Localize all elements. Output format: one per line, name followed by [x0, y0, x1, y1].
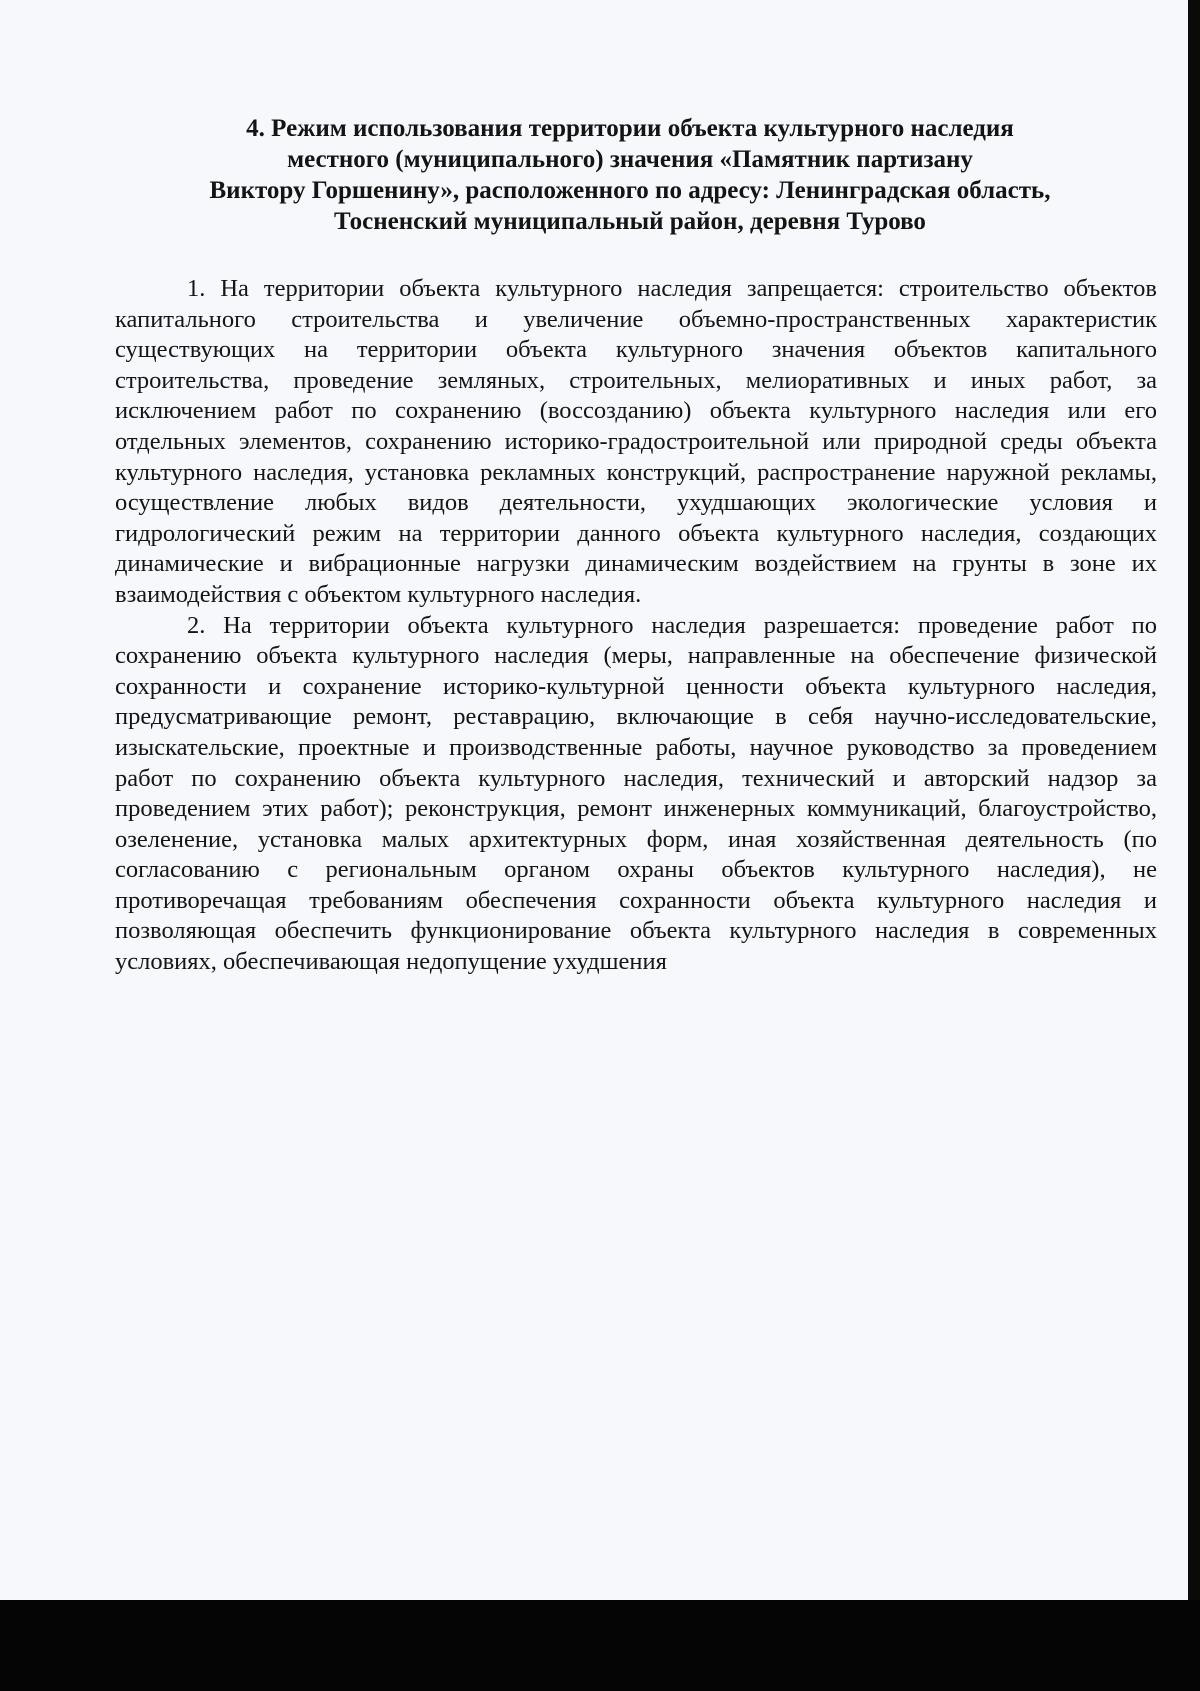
heading-line: Тосненский муниципальный район, деревня Турово [334, 208, 926, 235]
paragraph-permitted: 2. На территории объекта культурного наследия разрешается: проведение работ по сохранению объекта культурного наследия (меры, направленные на обеспечение физической сохранности и сохранение историко-культурной ценности объекта культурного наследия, предусматривающие ремонт, реставрацию, включающие в себя научно-исследовательские, изыскательские, проектные и производственные работы, научное руководство за проведением работ по сохранению объекта культурного наследия, технический и авторский надзор за проведением этих работ); реконструкция, ремонт инженерных коммуникаций, благоустройство, озеленение, установка малых архитектурных форм, иная хозяйственная деятельность (по согласованию с региональным органом охраны объектов культурного наследия), не противоречащая требованиям обеспечения сохранности объекта культурного наследия и позволяющая обеспечить функционирование объекта культурного наследия в современных условиях, обеспечивающая недопущение ухудшения [115, 611, 1157, 976]
heading-line: местного (муниципального) значения «Памятник партизану [287, 146, 973, 173]
document-body [115, 274, 1157, 978]
scan-border-right [1188, 0, 1200, 1691]
paragraph-prohibited: 1. На территории объекта культурного наследия запрещается: строительство объектов капитального строительства и увеличение объемно-пространственных характеристик существующих на территории объекта культурного значения объектов капитального строительства, проведение земляных, строительных, мелиоративных и иных работ, за исключением работ по сохранению (воссозданию) объекта культурного наследия или его отдельных элементов, сохранению историко-градостроительной или природной среды объекта культурного наследия, установка рекламных конструкций, распространение наружной рекламы, осуществление любых видов деятельности, ухудшающих экологические условия и гидрологический режим на территории данного объекта культурного наследия, создающих динамические и вибрационные нагрузки динамическим воздействием на грунты в зоне их взаимодействия с объектом культурного наследия. [115, 275, 1157, 608]
heading-line: 4. Режим использования территории объекта культурного наследия [246, 115, 1014, 142]
heading-line: Виктору Горшенину», расположенного по адресу: Ленинградская область, [209, 177, 1051, 204]
section-heading [150, 113, 1110, 237]
scan-border-bottom [0, 1600, 1200, 1691]
